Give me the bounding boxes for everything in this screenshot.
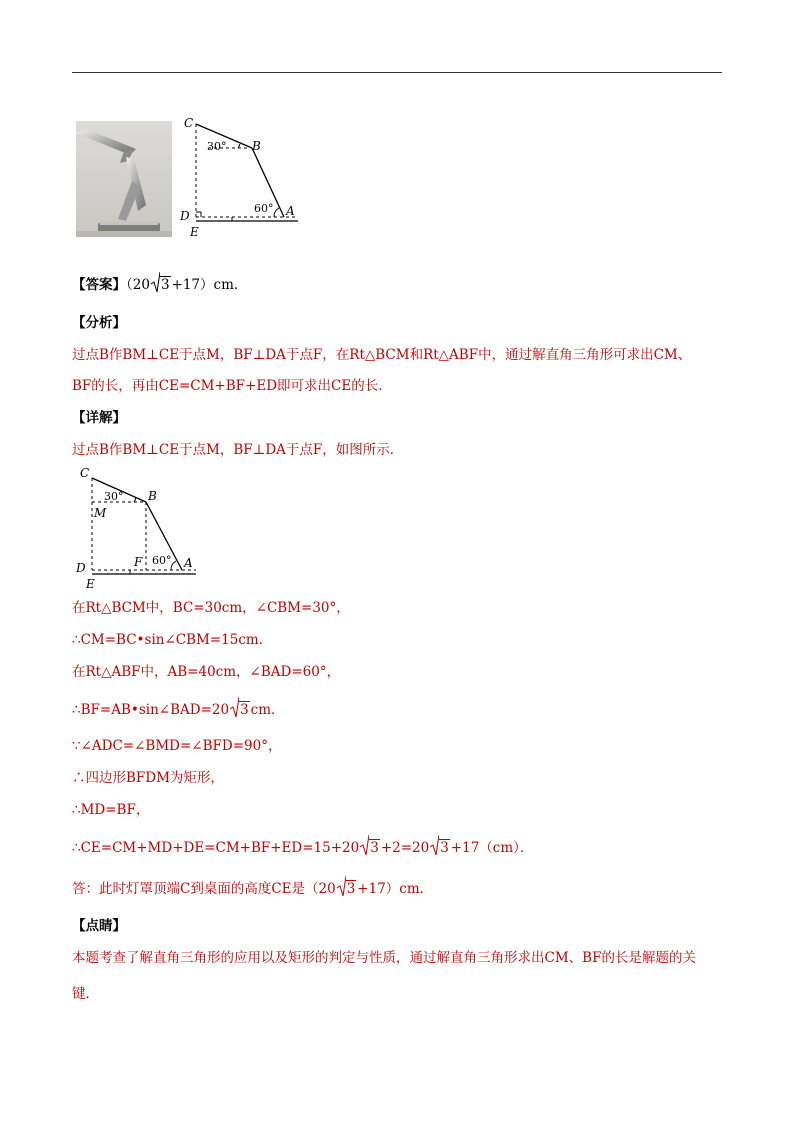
answer-text-post: +17）cm． [171,277,248,293]
detail-line-7: ∴MD=BF， [72,802,150,818]
analysis-line-2: BF的长，再由CE=CM+BF+ED即可求出CE的长． [72,378,392,394]
fig2-label-m: M [94,506,107,520]
sqrt-symbol: 3 [151,275,171,295]
comment-line-1: 本题考查了解直角三角形的应用以及矩形的判定与性质，通过解直角三角形求出CM、BF的长是解题的关 [72,950,696,966]
detail-line-1: 在Rt△BCM中，BC=30cm，∠CBM=30°， [72,600,350,616]
detail-line-3: 在Rt△ABF中，AB=40cm，∠BAD=60°， [72,664,341,680]
sqrt-symbol: 3 [337,879,357,899]
fig1-label-b: B [252,139,261,153]
detail-line-8-post: +17（cm）． [450,840,534,856]
detail-line-4-pre: ∴BF=AB•sin∠BAD=20 [72,702,230,718]
fig1-angle-a: 60° [254,202,274,215]
comment-heading: 【点睛】 [72,918,126,934]
fig2-label-a: A [184,556,193,570]
fig1-label-a: A [286,204,295,218]
lamp-photo [76,121,172,237]
sqrt-symbol: 3 [360,838,380,858]
fig2-label-c: C [80,466,90,480]
answer-text-pre: （20 [126,277,150,293]
fig2-label-f: F [134,555,143,569]
detail-line-9-post: +17）cm． [357,881,434,897]
detail-line-4-post: cm． [250,702,285,718]
figure-2-diagram [66,460,206,592]
detail-line-6: ∴四边形BFDM为矩形， [72,770,224,786]
figure-1-diagram [172,108,304,242]
header-rule [72,72,722,73]
detail-line-2: ∴CM=BC•sin∠CBM=15cm． [72,632,273,648]
fig1-label-d: D [180,209,190,223]
detail-line-8-mid: +2=20 [380,840,430,856]
fig1-label-e: E [190,225,199,239]
answer-heading: 【答案】 [72,277,126,293]
analysis-line-1: 过点B作BM⊥CE于点M，BF⊥DA于点F，在Rt△BCM和Rt△ABF中，通过解直角三角形可求出CM、 [72,347,692,363]
detail-line-5: ∵∠ADC=∠BMD=∠BFD=90°， [72,738,282,754]
fig2-label-e: E [86,577,95,591]
detail-heading: 【详解】 [72,410,126,426]
detail-line-9-pre: 答：此时灯罩顶端C到桌面的高度CE是（20 [72,881,336,897]
analysis-heading: 【分析】 [72,315,126,331]
fig1-label-c: C [184,116,194,130]
sqrt-symbol: 3 [430,838,450,858]
fig2-angle-a: 60° [152,554,172,567]
fig2-angle-b: 30° [104,490,124,503]
fig1-angle-b: 30° [207,140,227,153]
detail-line-8-pre: ∴CE=CM+MD+DE=CM+BF+ED=15+20 [72,840,360,856]
detail-intro: 过点B作BM⊥CE于点M，BF⊥DA于点F，如图所示． [72,442,404,458]
sqrt-symbol: 3 [230,700,250,720]
fig2-label-b: B [148,489,157,503]
fig2-label-d: D [76,561,86,575]
comment-line-2: 键． [72,986,99,1002]
